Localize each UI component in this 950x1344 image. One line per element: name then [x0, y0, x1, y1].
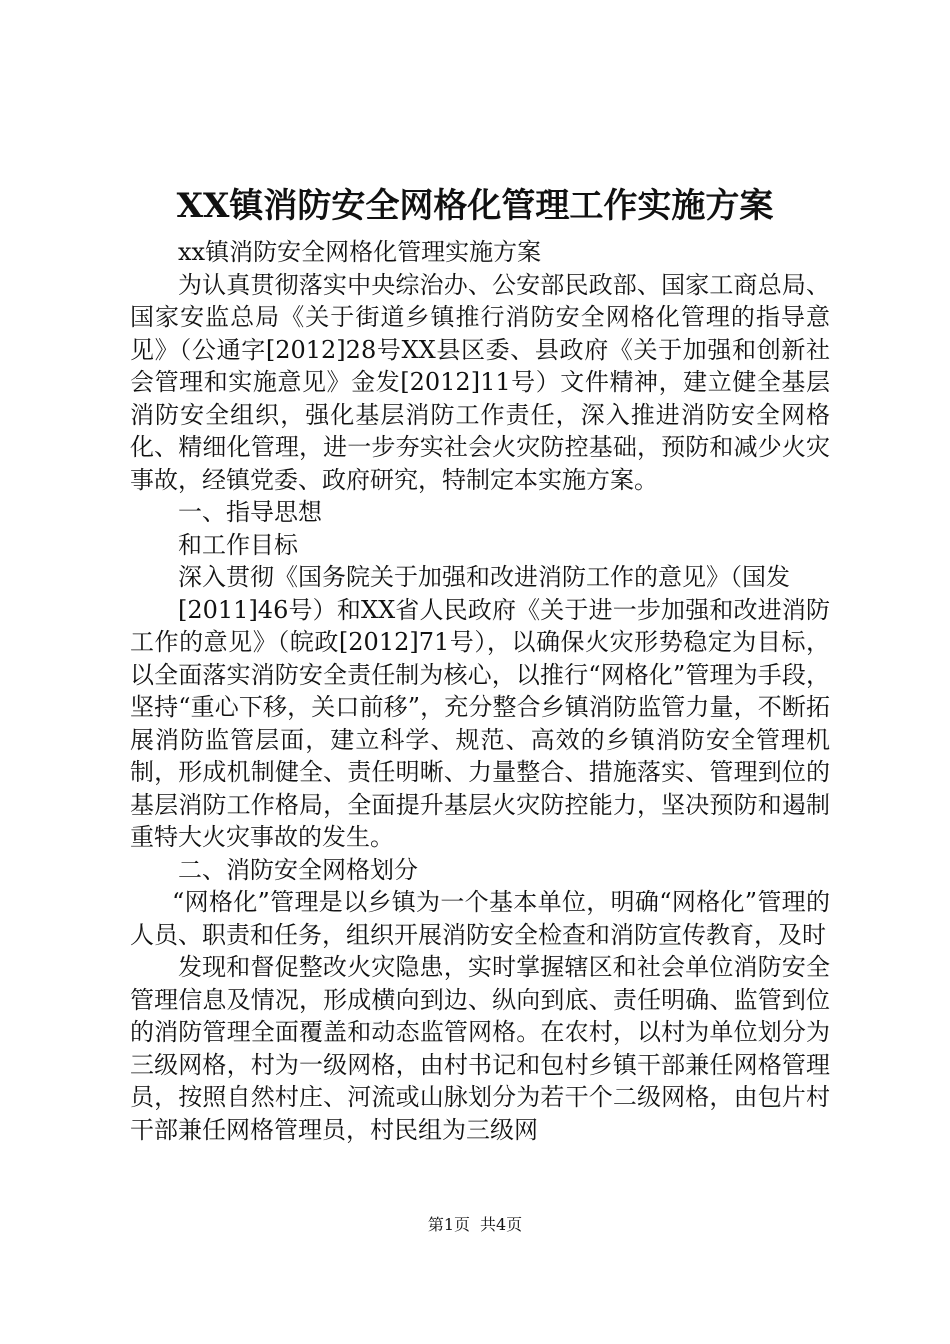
page-total: 共4页 — [480, 1215, 523, 1234]
section-heading: 二、消防安全网格划分 — [178, 855, 418, 884]
section-heading-continued: 和工作目标 — [178, 530, 298, 559]
page-number: 第1页 — [427, 1215, 470, 1234]
body-paragraph: “网格化”管理是以乡镇为一个基本单位，明确“网格化”管理的人员、职责和任务，组织开展消防安全检查和消防宣传教育，及时 — [130, 888, 830, 949]
section-heading: 一、指导思想 — [178, 498, 322, 526]
body-paragraph: 发现和督促整改火灾隐患，实时掌握辖区和社会单位消防安全管理信息及情况，形成横向到边、纵向到底、责任明确、监管到位的消防管理全面覆盖和动态监管网格。在农村，以村为单位划分为三级网格，村为一级网格，由村书记和包村乡镇干部兼任网格管理员，按照自然村庄、河流或山脉划分为若干个二级网格，由包片村干部兼任网格管理员，村民组为三级网 — [130, 953, 830, 1144]
body-paragraph: 深入贯彻《国务院关于加强和改进消防工作的意见》（国发 — [178, 563, 790, 591]
body-paragraph: 为认真贯彻落实中央综治办、公安部民政部、国家工商总局、国家安监总局《关于街道乡镇推行消防安全网格化管理的指导意见》（公通字[2012]28号XX县区委、县政府《关于加强和创新社会管理和实施意见》金发[2012]11号）文件精神，建立健全基层消防安全组织，强化基层消防工作责任，深入推进消防安全网格化、精细化管理，进一步夯实社会火灾防控基础，预防和减少火灾事故，经镇党委、政府研究，特制定本实施方案。 — [130, 270, 830, 494]
body-paragraph: xx镇消防安全网格化管理实施方案 — [178, 238, 542, 266]
page-footer — [0, 1214, 950, 1236]
document-title: XX镇消防安全网格化管理工作实施方案 — [176, 186, 774, 226]
document-body — [130, 236, 830, 1146]
body-paragraph: [2011]46号）和XX省人民政府《关于进一步加强和改进消防工作的意见》（皖政[2012]71号），以确保火灾形势稳定为目标，以全面落实消防安全责任制为核心，以推行“网格化”管理为手段，坚持“重心下移，关口前移”，充分整合乡镇消防监管力量，不断拓展消防监管层面，建立科学、规范、高效的乡镇消防安全管理机制，形成机制健全、责任明晰、力量整合、措施落实、管理到位的基层消防工作格局，全面提升基层火灾防控能力，坚决预防和遏制重特大火灾事故的发生。 — [130, 595, 830, 851]
